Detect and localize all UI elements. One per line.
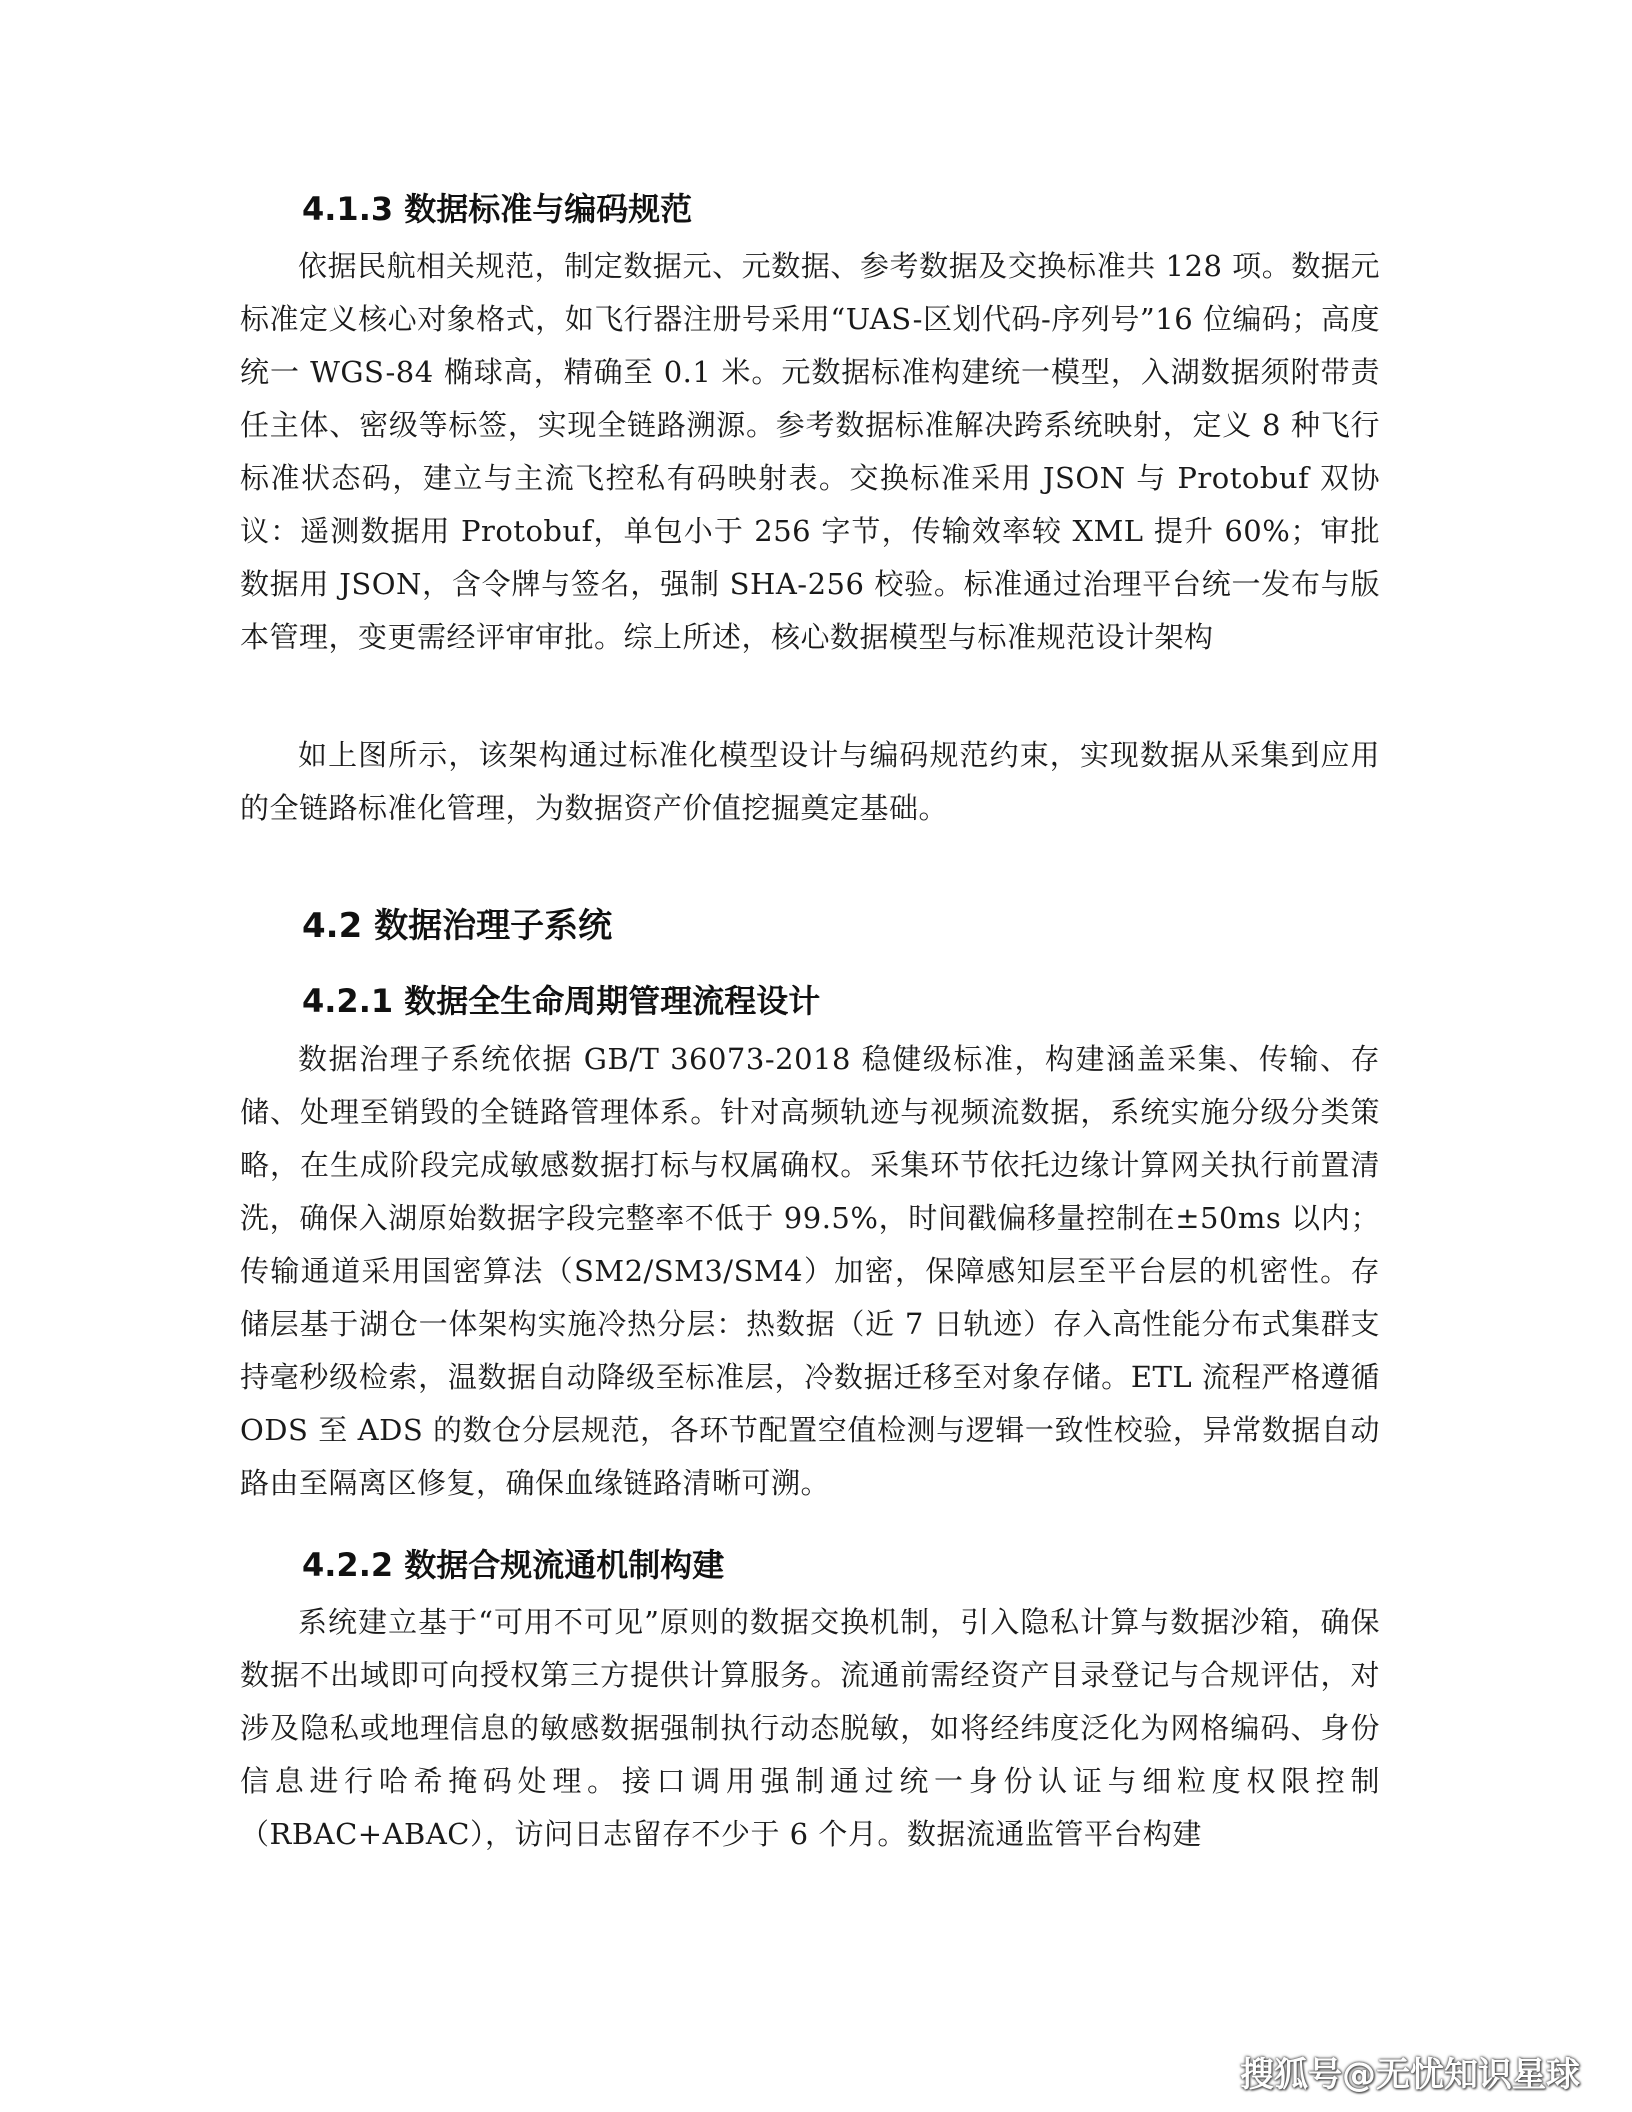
paragraph-4-1-3-b: 如上图所示，该架构通过标准化模型设计与编码规范约束，实现数据从采集到应用的全链路标准化管理，为数据资产价值挖掘奠定基础。 xyxy=(240,738,1380,825)
section-heading-4-2: 4.2 数据治理子系统 xyxy=(302,906,613,946)
watermark: 搜狐号@无忧知识星球 xyxy=(1240,2055,1580,2095)
paragraph-4-1-3-a: 依据民航相关规范，制定数据元、元数据、参考数据及交换标准共 128 项。数据元标准定义核心对象格式，如飞行器注册号采用“UAS-区划代码-序列号”16 位编码；高度统一 WGS-84 椭球高，精确至 0.1 米。元数据标准构建统一模型，入湖数据须附带责任主体、密级等标签，实现全链路溯源。参考数据标准解决跨系统映射，定义 8 种飞行标准状态码，建立与主流飞控私有码映射表。交换标准采用 JSON 与 Protobuf 双协议：遥测数据用 Protobuf，单包小于 256 字节，传输效率较 XML 提升 60%；审批数据用 JSON，含令牌与签名，强制 SHA-256 校验。标准通过治理平台统一发布与版本管理，变更需经评审审批。综上所述，核心数据模型与标准规范设计架构 xyxy=(240,249,1380,654)
section-heading-4-1-3: 4.1.3 数据标准与编码规范 xyxy=(302,190,693,228)
paragraph-4-2-2: 系统建立基于“可用不可见”原则的数据交换机制，引入隐私计算与数据沙箱，确保数据不出域即可向授权第三方提供计算服务。流通前需经资产目录登记与合规评估，对涉及隐私或地理信息的敏感数据强制执行动态脱敏，如将经纬度泛化为网格编码、身份信息进行哈希掩码处理。接口调用强制通过统一身份认证与细粒度权限控制（RBAC+ABAC），访问日志留存不少于 6 个月。数据流通监管平台构建 xyxy=(240,1605,1380,1851)
section-heading-4-2-2: 4.2.2 数据合规流通机制构建 xyxy=(302,1546,725,1584)
section-heading-4-2-1: 4.2.1 数据全生命周期管理流程设计 xyxy=(302,982,821,1020)
paragraph-4-2-1: 数据治理子系统依据 GB/T 36073-2018 稳健级标准，构建涵盖采集、传输、存储、处理至销毁的全链路管理体系。针对高频轨迹与视频流数据，系统实施分级分类策略，在生成阶段完成敏感数据打标与权属确权。采集环节依托边缘计算网关执行前置清洗，确保入湖原始数据字段完整率不低于 99.5%，时间戳偏移量控制在±50ms 以内；传输通道采用国密算法（SM2/SM3/SM4）加密，保障感知层至平台层的机密性。存储层基于湖仓一体架构实施冷热分层：热数据（近 7 日轨迹）存入高性能分布式集群支持毫秒级检索，温数据自动降级至标准层，冷数据迁移至对象存储。ETL 流程严格遵循 ODS 至 ADS 的数仓分层规范，各环节配置空值检测与逻辑一致性校验，异常数据自动路由至隔离区修复，确保血缘链路清晰可溯。 xyxy=(240,1042,1380,1500)
